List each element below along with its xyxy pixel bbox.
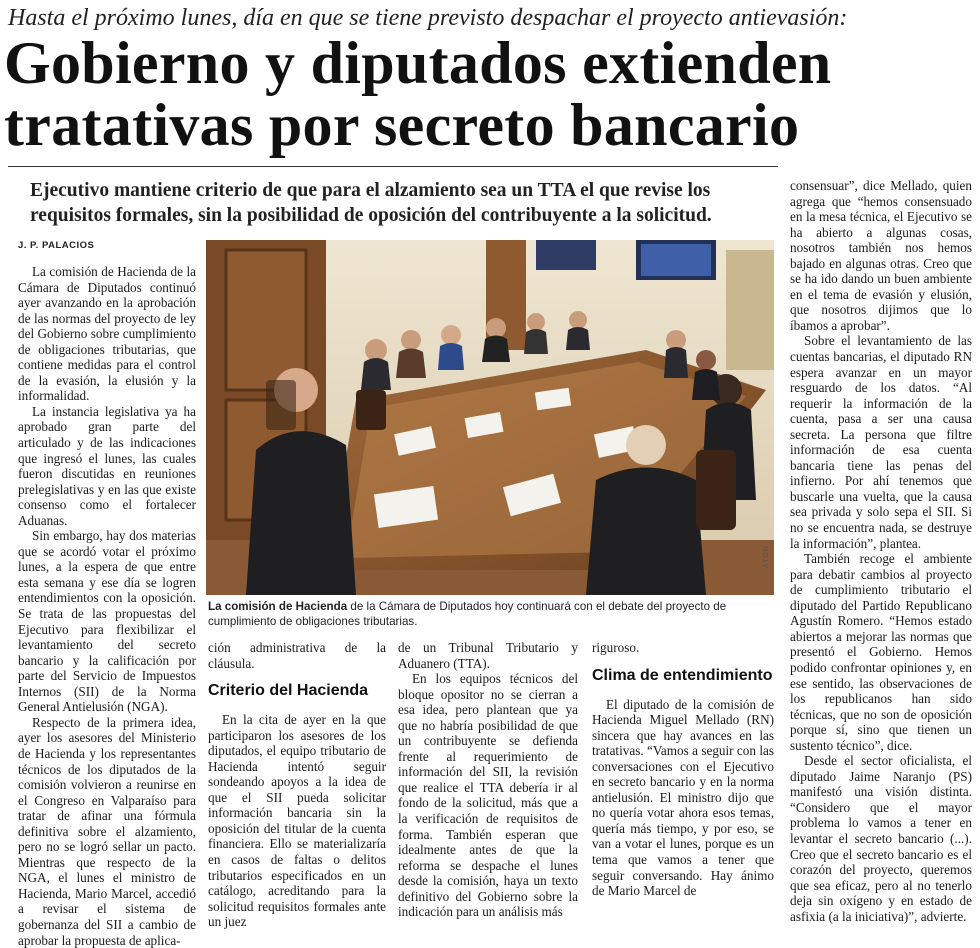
paragraph: ción administrativa de la cláusula. [208, 640, 386, 671]
paragraph: Respecto de la primera idea, ayer los asesores del Ministerio de Hacienda y los representantes técnicos de los diputados de la comisión volvieron a reunirse en el Congreso en Valparaíso para tratar de afinar una fórmula definitiva sobre el alzamiento, pero no se logró sellar un pacto. Mientras que respecto de la NGA, el lunes el ministro de Hacienda, Mario Marcel, accedió a revisar el sistema de gobernanza del SII a cambio de aprobar la propuesta de aplica- [18, 714, 196, 948]
photo-credit: ATON [763, 545, 770, 568]
headline-rule [8, 166, 778, 167]
subheading-clima: Clima de entendimiento [592, 666, 773, 684]
subheading-criterio: Criterio del Hacienda [208, 682, 369, 700]
column-2 [208, 640, 386, 930]
deck-line-2: requisitos formales, sin la posibilidad de oposición del contribuyente a la solicitud. [30, 205, 712, 226]
column-1 [18, 264, 196, 948]
caption-lead: La comisión de Hacienda [208, 600, 348, 613]
paragraph: En los equipos técnicos del bloque opositor no se cierran a esa idea, pero plantean que ya que no habría posibilidad de que un contribuyente se defienda frente al requerimiento de información del SII, la revisión que realice el TTA debería ir al fondo de la solicitud, más que a la verificación de requisitos de forma. También esperan que idealmente antes de que la reforma se despache el lunes desde la comisión, haya un texto definitivo del Gobierno sobre la indicación para un análisis más [398, 671, 578, 920]
kicker: Hasta el próximo lunes, día en que se tiene previsto despachar el proyecto antievasión: [8, 5, 848, 31]
paragraph: Sobre el levantamiento de las cuentas bancarias, el diputado RN espera avanzar en un mayor resguardo de los datos. “Al requerir la información de la cuenta, pasa a ser una causa secreta. La persona que filtre información de esa cuenta bancaria tiene las penas del infierno. Por ahí tenemos que buscarle una vuelta, que la causa sea privada y solo sepa el SII. Si no se encuentra nada, se destruye la información”, plantea. [790, 333, 972, 551]
paragraph: La instancia legislativa ya ha aprobado gran parte del articulado y de las indicaciones que ingresó el lunes, las cuales fueron discutidas en reuniones prelegislativas y en las que existe consenso como el fortalecer Aduanas. [18, 403, 196, 528]
column-4 [592, 640, 774, 904]
deck-line-1: Ejecutivo mantiene criterio de que para el alzamiento sea un TTA el que revise los [30, 180, 711, 201]
headline-line-1: Gobierno y diputados extienden [4, 30, 832, 96]
caption-text: de la Cámara de Diputados hoy continuará con el debate del proyecto de cumplimiento de obligaciones tributarias. [208, 600, 727, 628]
paragraph: riguroso. [592, 640, 640, 655]
paragraph: En la cita de ayer en la que participaron los asesores de los diputados, el equipo tributario de Hacienda intentó seguir sondeando apoyos a la idea de que el SII pueda solicitar información bancaria sin la oposición del titular de la cuenta financiera. Ello se materializaría en casos de faltas o delitos tributarios especificados en un catálogo, acreditando para la solicitud requisitos formales ante un juez [208, 712, 386, 930]
photo-committee-meeting [206, 240, 774, 595]
photo-illustration [206, 240, 774, 595]
column-3 [398, 640, 578, 920]
deck [30, 178, 770, 228]
paragraph: Sin embargo, hay dos materias que se acordó votar el próximo lunes, a la espera de que entre esta semana y ese día se logren entendimientos con la oposición. Se trata de las propuestas del Ejecutivo para flexibilizar el levantamiento del secreto bancario y la calificación por parte del Servicio de Impuestos Internos (SII) de la Norma General Antielusión (NGA). [18, 528, 196, 715]
headline-line-2: tratativas por secreto bancario [4, 92, 800, 158]
byline: J. P. PALACIOS [18, 240, 95, 251]
headline [4, 32, 974, 156]
paragraph: consensuar”, dice Mellado, quien agrega que “hemos consensuado en la mesa técnica, el Ejecutivo se ha abierto a algunas cosas, nosotros también nos hemos bajado en algunas otras. Creo que se ha ido dando un buen ambiente en el tema de evasión y elusión, que nosotros dijimos que lo íbamos a aprobar”. [790, 178, 972, 333]
paragraph: También recoge el ambiente para debatir cambios al proyecto de cumplimiento tributario el diputado del Partido Republicano Agustín Romero. “Hemos estado abiertos a mejorar las normas que presentó el Gobierno. Hemos podido confrontar opiniones y, en ese sentido, las observaciones de los republicanos han sido técnicas, que no son de oposición porque sí, sino que tienen un sustento técnico”, dice. [790, 551, 972, 753]
paragraph: de un Tribunal Tributario y Aduanero (TTA). [398, 640, 578, 671]
column-5 [790, 178, 972, 924]
paragraph: El diputado de la comisión de Hacienda Miguel Mellado (RN) sincera que hay avances en las tratativas. “Vamos a seguir con las conversaciones con el Ejecutivo en secreto bancario y en la norma antielusión. El ministro dijo que no quería votar ahora esos temas, quería más tiempo, y por eso, se van a votar el lunes, porque es un tema que vamos a tener que seguir conversando. Hay ánimo de Mario Marcel de [592, 696, 774, 899]
photo-caption [208, 599, 774, 629]
paragraph: Desde el sector oficialista, el diputado Jaime Naranjo (PS) manifestó una visión distinta. “Considero que el mayor problema lo vamos a tener en levantar el secreto bancario (...). Creo que el secreto bancario es el corazón del proyecto, queremos que sea eficaz, pero al no tenerlo deja sin oxígeno y en estado de asfixia (a la iniciativa)”, advierte. [790, 753, 972, 924]
paragraph: La comisión de Hacienda de la Cámara de Diputados continuó ayer avanzando en la aprobación de las normas del proyecto de ley del Gobierno sobre cumplimiento de obligaciones tributarias, que contiene medidas para el control de la evasión, la elusión y la informalidad. [18, 264, 196, 404]
